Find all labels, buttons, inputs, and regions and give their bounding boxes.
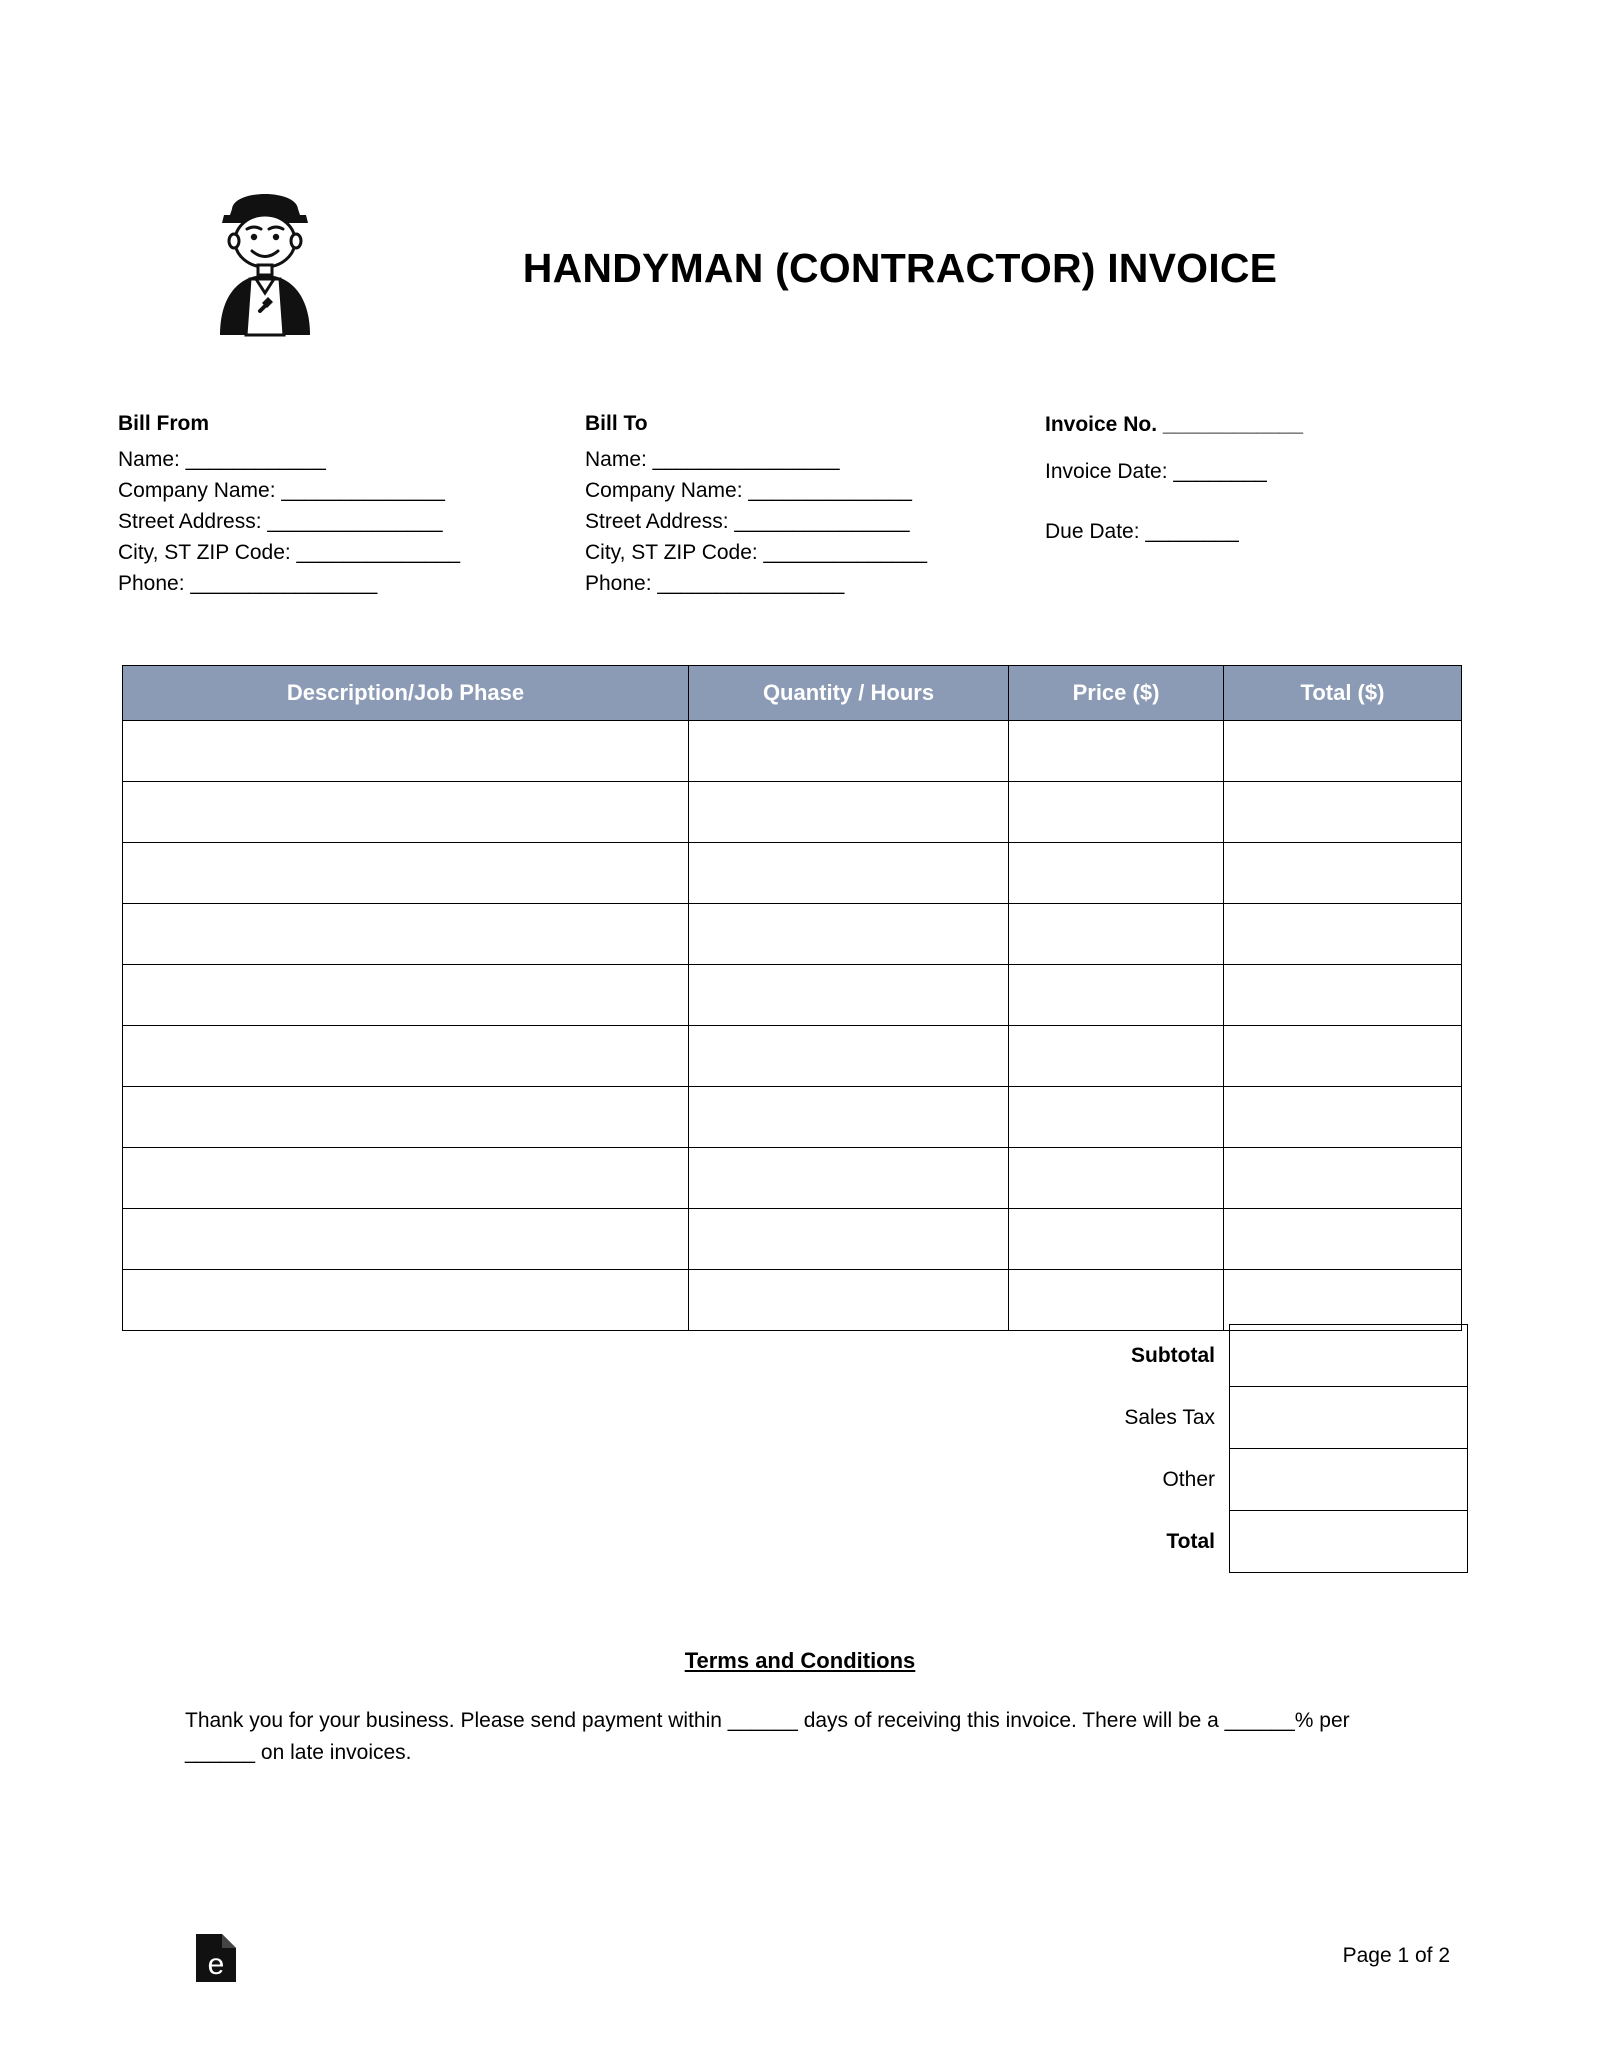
cell-description[interactable]	[123, 1087, 689, 1148]
cell-quantity[interactable]	[689, 904, 1009, 965]
svg-text:e: e	[207, 1948, 225, 1981]
cell-quantity[interactable]	[689, 1270, 1009, 1331]
table-row	[123, 782, 1462, 843]
cell-price[interactable]	[1009, 1087, 1224, 1148]
cell-total[interactable]	[1224, 782, 1462, 843]
invoice-date-field[interactable]: Invoice Date: ________	[1045, 460, 1267, 483]
bill-to-company[interactable]: Company Name: ______________	[585, 479, 912, 502]
terms-heading: Terms and Conditions	[684, 1648, 916, 1673]
table-row	[123, 1209, 1462, 1270]
cell-price[interactable]	[1009, 1026, 1224, 1087]
eforms-logo-icon	[188, 1930, 244, 1986]
cell-quantity[interactable]	[689, 782, 1009, 843]
cell-price[interactable]	[1009, 782, 1224, 843]
totals-row-total	[1006, 1511, 1468, 1573]
bill-from-company[interactable]: Company Name: ______________	[118, 479, 445, 502]
cell-total[interactable]	[1224, 1087, 1462, 1148]
other-label: Other	[1162, 1467, 1215, 1491]
totals-row-sales-tax	[1006, 1387, 1468, 1449]
bill-from-phone[interactable]: Phone: ________________	[118, 572, 378, 595]
cell-quantity[interactable]	[689, 721, 1009, 782]
cell-quantity[interactable]	[689, 1087, 1009, 1148]
table-row	[123, 965, 1462, 1026]
cell-description[interactable]	[123, 1270, 689, 1331]
page-title: HANDYMAN (CONTRACTOR) INVOICE	[522, 245, 1278, 291]
invoice-number-field[interactable]: Invoice No. ____________	[1045, 413, 1304, 436]
cell-total[interactable]	[1224, 1148, 1462, 1209]
invoice-meta-block	[1045, 408, 1303, 562]
other-value[interactable]	[1230, 1449, 1468, 1511]
handyman-avatar-icon	[200, 175, 330, 340]
bill-to-heading: Bill To	[585, 412, 648, 435]
bill-from-heading: Bill From	[118, 412, 210, 435]
column-header-price: Price ($)	[1009, 666, 1224, 721]
cell-price[interactable]	[1009, 721, 1224, 782]
cell-total[interactable]	[1224, 843, 1462, 904]
bill-from-name[interactable]: Name: ____________	[118, 448, 326, 471]
table-row	[123, 1270, 1462, 1331]
cell-total[interactable]	[1224, 1209, 1462, 1270]
cell-description[interactable]	[123, 904, 689, 965]
totals-table	[1006, 1324, 1468, 1573]
cell-quantity[interactable]	[689, 1148, 1009, 1209]
sales-tax-label: Sales Tax	[1124, 1405, 1215, 1429]
cell-total[interactable]	[1224, 1026, 1462, 1087]
cell-price[interactable]	[1009, 965, 1224, 1026]
cell-description[interactable]	[123, 965, 689, 1026]
cell-description[interactable]	[123, 721, 689, 782]
table-row	[123, 721, 1462, 782]
totals-row-other	[1006, 1449, 1468, 1511]
bill-to-city-state-zip[interactable]: City, ST ZIP Code: ______________	[585, 541, 928, 564]
cell-price[interactable]	[1009, 1209, 1224, 1270]
bill-to-street[interactable]: Street Address: _______________	[585, 510, 910, 533]
bill-from-block	[118, 408, 460, 599]
cell-price[interactable]	[1009, 1148, 1224, 1209]
bill-to-phone[interactable]: Phone: ________________	[585, 572, 845, 595]
column-header-quantity: Quantity / Hours	[689, 666, 1009, 721]
cell-price[interactable]	[1009, 1270, 1224, 1331]
cell-price[interactable]	[1009, 904, 1224, 965]
cell-quantity[interactable]	[689, 1209, 1009, 1270]
cell-description[interactable]	[123, 1209, 689, 1270]
bill-from-city-state-zip[interactable]: City, ST ZIP Code: ______________	[118, 541, 461, 564]
table-header-row	[123, 666, 1462, 721]
cell-total[interactable]	[1224, 721, 1462, 782]
table-row	[123, 1026, 1462, 1087]
document-header	[0, 165, 1600, 335]
bill-to-block	[585, 408, 927, 599]
cell-total[interactable]	[1224, 1270, 1462, 1331]
page-number: Page 1 of 2	[1342, 1944, 1450, 1967]
sales-tax-value[interactable]	[1230, 1387, 1468, 1449]
cell-total[interactable]	[1224, 965, 1462, 1026]
due-date-field[interactable]: Due Date: ________	[1045, 520, 1239, 543]
terms-text: Thank you for your business. Please send payment within ______ days of receiving this invoice. There will be a ______% per ______ on late invoices.	[185, 1709, 1350, 1764]
bill-to-name[interactable]: Name: ________________	[585, 448, 840, 471]
total-label: Total	[1166, 1529, 1215, 1553]
total-value[interactable]	[1230, 1511, 1468, 1573]
cell-total[interactable]	[1224, 904, 1462, 965]
cell-description[interactable]	[123, 1026, 689, 1087]
cell-quantity[interactable]	[689, 965, 1009, 1026]
cell-quantity[interactable]	[689, 1026, 1009, 1087]
line-items-table	[122, 665, 1462, 1331]
totals-row-subtotal	[1006, 1325, 1468, 1387]
bill-from-street[interactable]: Street Address: _______________	[118, 510, 443, 533]
column-header-total: Total ($)	[1224, 666, 1462, 721]
subtotal-label: Subtotal	[1131, 1343, 1215, 1367]
cell-description[interactable]	[123, 843, 689, 904]
subtotal-value[interactable]	[1230, 1325, 1468, 1387]
table-row	[123, 904, 1462, 965]
cell-quantity[interactable]	[689, 843, 1009, 904]
table-row	[123, 1087, 1462, 1148]
table-row	[123, 843, 1462, 904]
parties-section	[0, 408, 1600, 608]
cell-price[interactable]	[1009, 843, 1224, 904]
cell-description[interactable]	[123, 782, 689, 843]
column-header-description: Description/Job Phase	[123, 666, 689, 721]
table-row	[123, 1148, 1462, 1209]
cell-description[interactable]	[123, 1148, 689, 1209]
